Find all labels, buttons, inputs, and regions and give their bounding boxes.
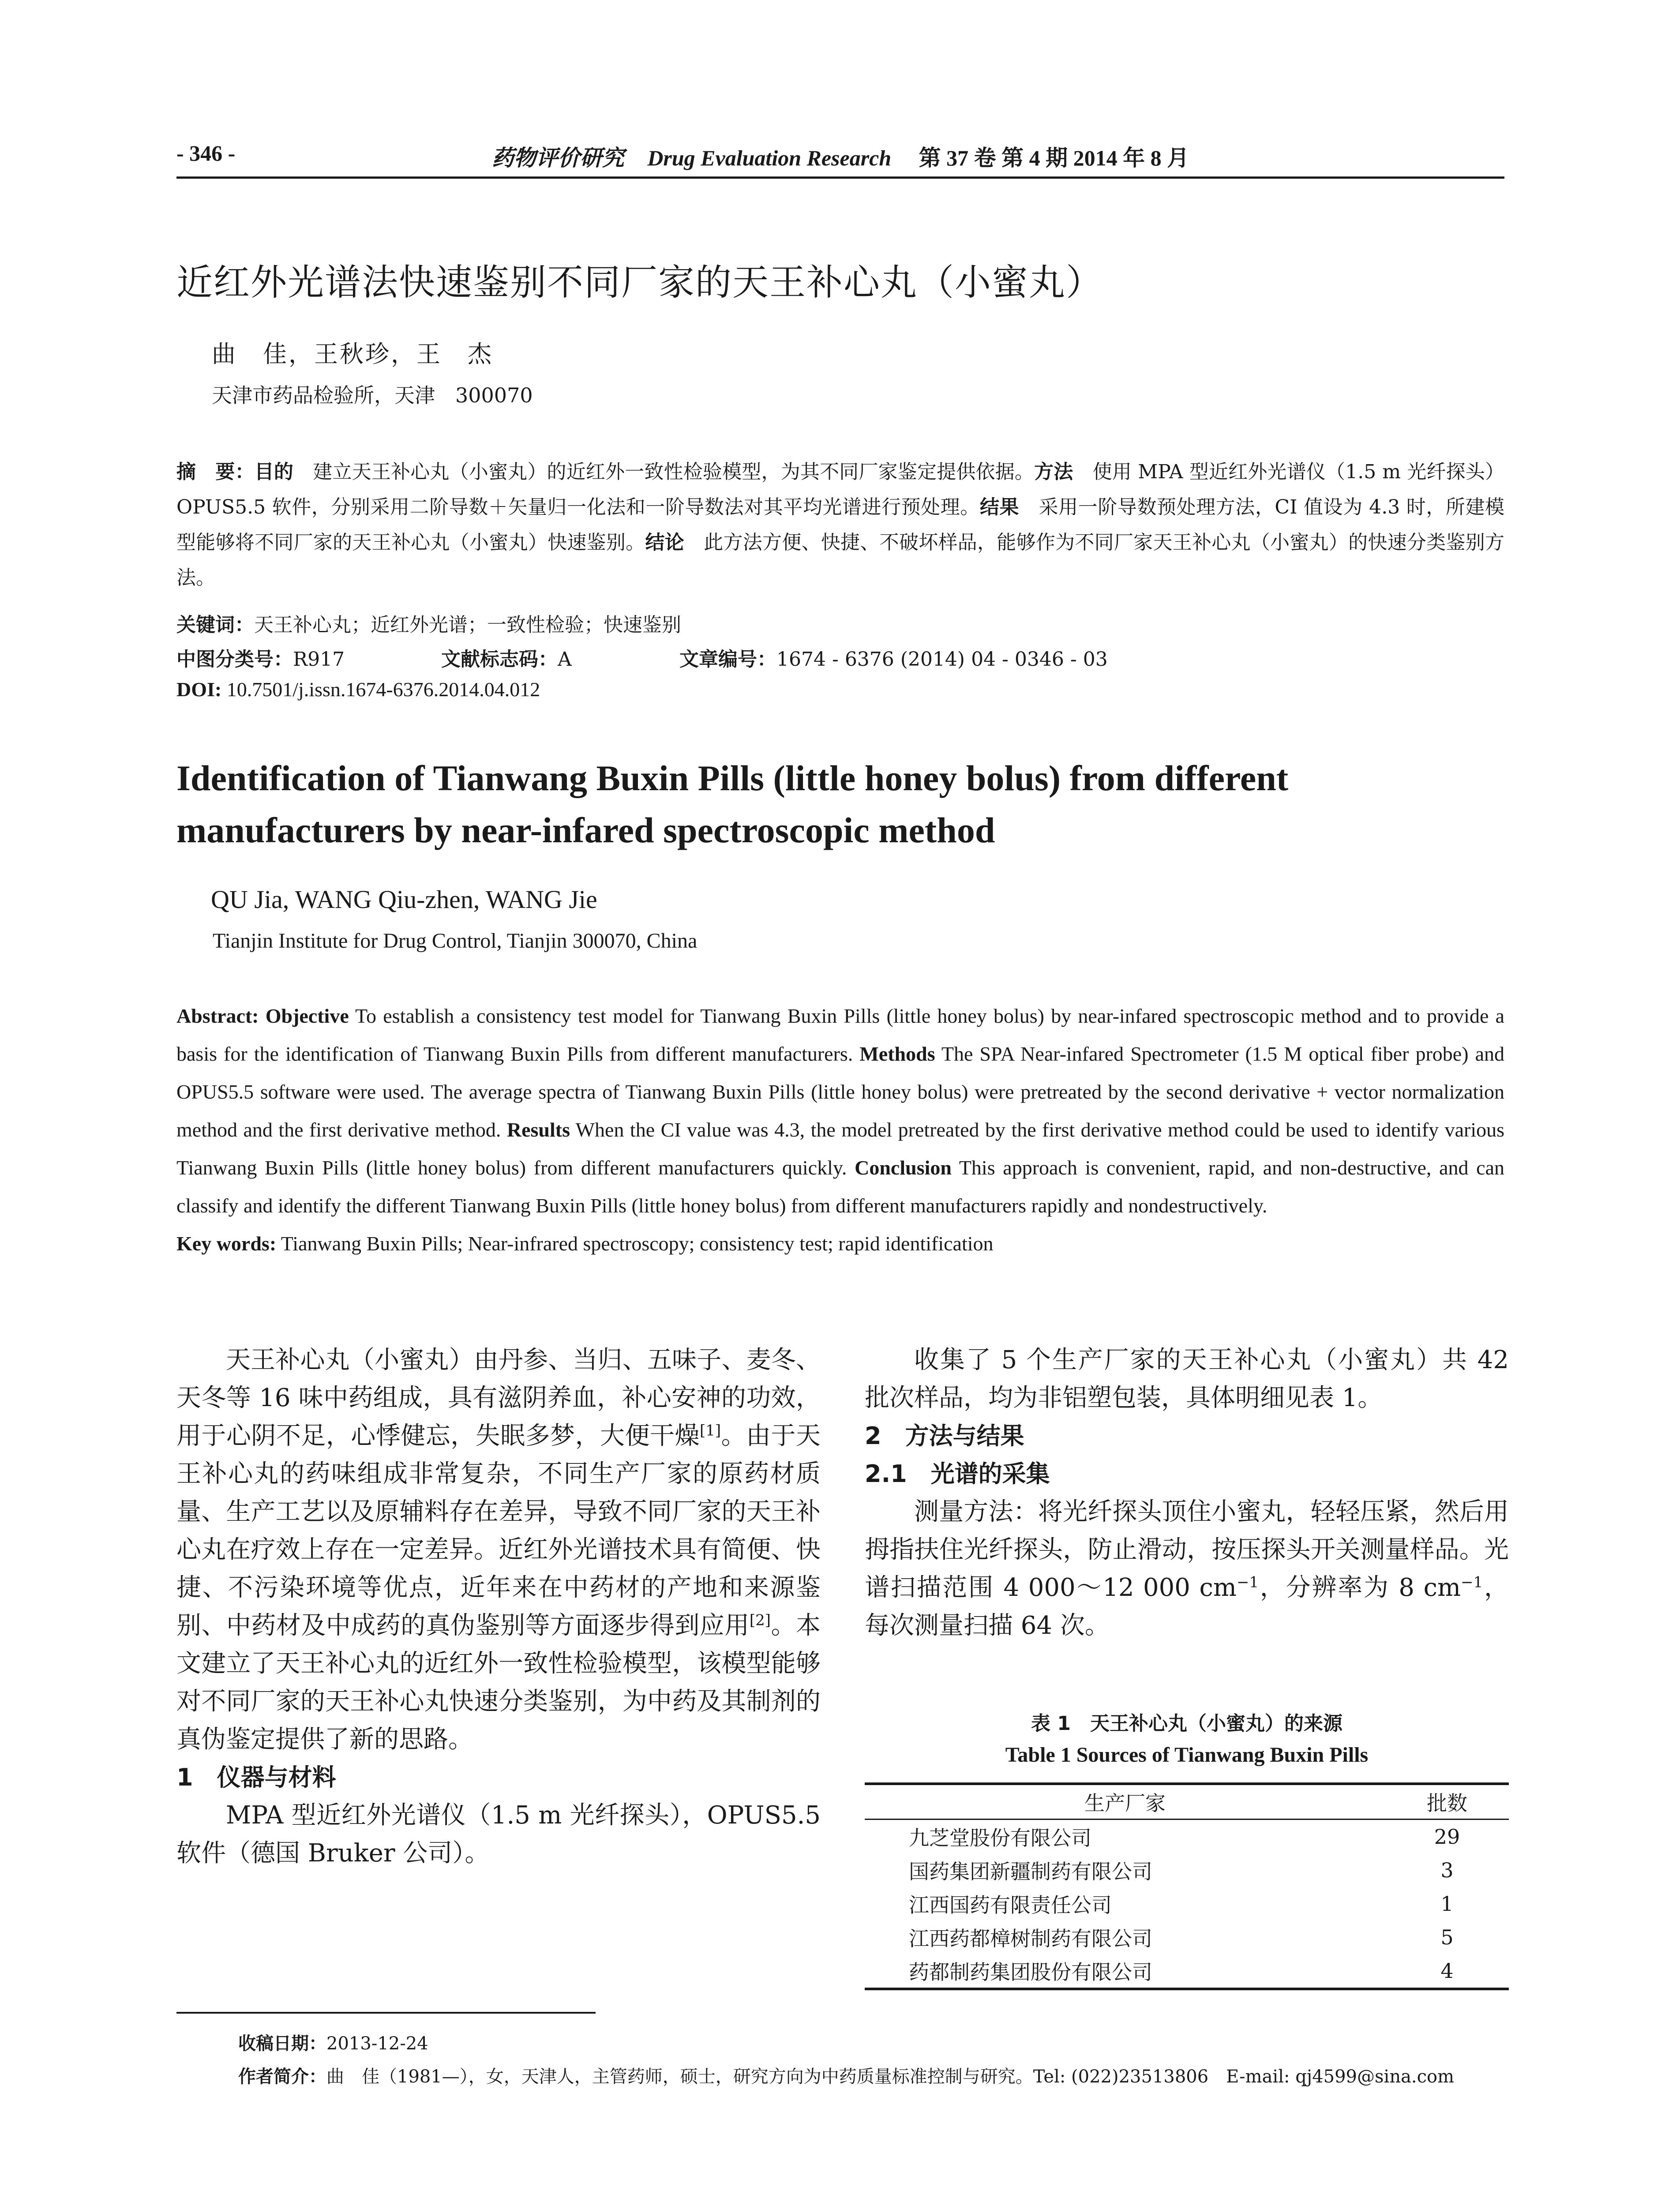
en-abstract bbox=[176, 997, 1504, 1263]
sources-table bbox=[865, 1782, 1509, 1990]
cn-methods-label: 方法 bbox=[1034, 461, 1073, 483]
cn-objective-label: 目的 bbox=[254, 461, 294, 483]
cn-keywords-text: 天王补心丸；近红外光谱；一致性检验；快速鉴别 bbox=[254, 614, 681, 636]
table-row bbox=[865, 1921, 1509, 1954]
manufacturer-cell: 九芝堂股份有限公司 bbox=[909, 1826, 1091, 1850]
author-bio bbox=[238, 2063, 1518, 2088]
header-rule bbox=[176, 176, 1504, 179]
en-results-label: Results bbox=[506, 1118, 570, 1141]
en-abstract-label: Abstract: Objective bbox=[176, 1005, 349, 1027]
running-header bbox=[176, 140, 1504, 176]
en-affiliation: Tianjin Institute for Drug Control, Tianjin 300070, China bbox=[213, 929, 698, 953]
batch-count-cell: 3 bbox=[1440, 1858, 1454, 1882]
doi-line bbox=[176, 678, 540, 701]
en-conclusion-label: Conclusion bbox=[855, 1156, 952, 1179]
cn-title: 近红外光谱法快速鉴别不同厂家的天王补心丸（小蜜丸） bbox=[176, 262, 1103, 304]
left-column bbox=[176, 1341, 821, 1872]
cn-abstract bbox=[176, 454, 1504, 596]
cn-keywords bbox=[176, 609, 681, 637]
doccode-label: 文献标志码： bbox=[441, 648, 558, 671]
received-label: 收稿日期： bbox=[238, 2033, 326, 2054]
cn-affiliation: 天津市药品检验所，天津 300070 bbox=[212, 383, 533, 407]
table-row bbox=[865, 1887, 1509, 1921]
cn-results: 采用一阶导数预处理方法，CI 值设为 4.3 时，所建模型能够将不同厂家的天王补心丸（小蜜丸）快速鉴别。 bbox=[176, 496, 1505, 554]
issue-info: 第 37 卷 第 4 期 2014 年 8 月 bbox=[919, 146, 1189, 170]
cn-authors: 曲 佳，王秋珍，王 杰 bbox=[212, 340, 493, 368]
en-results: When the CI value was 4.3, the model pretreated by the first derivative method could be used to identify various Tianwang Buxin Pills (little honey bolus) from different manufacturers quickly. bbox=[176, 1118, 1504, 1179]
journal-line bbox=[176, 140, 1504, 172]
table-caption-cn: 表 1 天王补心丸（小蜜丸）的来源 bbox=[1031, 1712, 1342, 1735]
ref-2: [2] bbox=[749, 1611, 771, 1629]
intro-text-1: 天王补心丸（小蜜丸）由丹参、当归、五味子、麦冬、天冬等 16 味中药组成，具有滋阴养血，补心安神的功效，用于心阴不足，心悸健忘，失眠多梦，大便干燥 bbox=[176, 1346, 821, 1450]
intro-text-2: 。由于天王补心丸的药味组成非常复杂，不同生产厂家的原药材质量、生产工艺以及原辅料存在差异，导致不同厂家的天王补心丸在疗效上存在一定差异。近红外光谱技术具有简便、快捷、不污染环境等优点，近年来在中药材的产地和来源鉴别、中药材及中成药的真伪鉴别等方面逐步得到应用 bbox=[176, 1422, 821, 1640]
samples-paragraph: 收集了 5 个生产厂家的天王补心丸（小蜜丸）共 42 批次样品，均为非铝塑包装，具体明细见表 1。 bbox=[865, 1346, 1509, 1412]
measurement-text-1: 测量方法：将光纤探头顶住小蜜丸，轻轻压紧，然后用拇指扶住光纤探头，防止滑动，按压探头开关测量样品。光谱扫描范围 4 000～12 000 cm bbox=[865, 1497, 1509, 1602]
manufacturer-cell: 药都制药集团股份有限公司 bbox=[909, 1960, 1152, 1984]
instruments-paragraph: MPA 型近红外光谱仪（1.5 m 光纤探头），OPUS5.5 软件（德国 Bruker 公司）。 bbox=[176, 1801, 821, 1868]
en-methods: The SPA Near-infared Spectrometer (1.5 M optical fiber probe) and OPUS5.5 software were used. The average spectra of Tianwang Buxin Pills (little honey bolus) were pretreated by the second derivative + vector normalization method and the first derivative method. bbox=[176, 1043, 1505, 1141]
footnote-rule bbox=[176, 2012, 596, 2014]
en-conclusion: This approach is convenient, rapid, and non-destructive, and can classify and identify the different Tianwang Buxin Pills (little honey bolus) from different manufacturers rapidly and nondestructively. bbox=[176, 1156, 1505, 1217]
clc-label: 中图分类号： bbox=[176, 648, 293, 671]
cn-abstract-label: 摘 要： bbox=[176, 461, 255, 483]
table-row bbox=[865, 1820, 1509, 1853]
batch-count-cell: 1 bbox=[1440, 1892, 1454, 1916]
doccode-value: A bbox=[558, 648, 572, 671]
manufacturer-cell: 江西国药有限责任公司 bbox=[909, 1893, 1112, 1917]
manufacturer-cell: 江西药都樟树制药有限公司 bbox=[909, 1927, 1152, 1951]
section-2-heading: 2 方法与结果 bbox=[865, 1422, 1024, 1450]
batch-count-cell: 4 bbox=[1440, 1959, 1454, 1983]
cn-objective: 建立天王补心丸（小蜜丸）的近红外一致性检验模型，为其不同厂家鉴定提供依据。 bbox=[293, 461, 1035, 483]
author-bio-text: 曲 佳（1981—），女，天津人，主管药师，硕士，研究方向为中药质量标准控制与研究。Tel: (022)23513806 E-mail: qj4599@sina.com bbox=[326, 2067, 1455, 2087]
batch-count-cell: 5 bbox=[1440, 1925, 1454, 1949]
en-keywords-label: Key words: bbox=[176, 1232, 277, 1255]
measurement-text-2: ，分辨率为 8 cm bbox=[1259, 1573, 1461, 1602]
table-row bbox=[865, 1853, 1509, 1887]
article-value: 1674 - 6376 (2014) 04 - 0346 - 03 bbox=[776, 648, 1108, 671]
right-column bbox=[865, 1341, 1509, 1645]
article-label: 文章编号： bbox=[679, 648, 776, 671]
author-bio-label: 作者简介： bbox=[238, 2067, 326, 2087]
table-row bbox=[865, 1954, 1509, 1988]
header-manufacturer: 生产厂家 bbox=[1084, 1791, 1166, 1815]
cn-classification bbox=[176, 643, 1504, 672]
cn-methods: 使用 MPA 型近红外光谱仪（1.5 m 光纤探头）OPUS5.5 软件，分别采用二阶导数＋矢量归一化法和一阶导数法对其平均光谱进行预处理。 bbox=[176, 461, 1505, 518]
journal-name-cn: 药物评价研究 bbox=[491, 145, 624, 171]
batch-count-cell: 29 bbox=[1434, 1825, 1460, 1849]
received-value: 2013-12-24 bbox=[326, 2033, 428, 2054]
header-batches: 批数 bbox=[1427, 1791, 1467, 1815]
intro-text-3: 。本文建立了天王补心丸的近红外一致性检验模型，该模型能够对不同厂家的天王补心丸快速分类鉴别，为中药及其制剂的真伪鉴定提供了新的思路。 bbox=[176, 1611, 821, 1754]
doi-label: DOI: bbox=[176, 678, 222, 701]
en-title: Identification of Tianwang Buxin Pills (little honey bolus) from different manufacturers by near-infared spectroscopic method bbox=[176, 758, 1289, 850]
clc-value: R917 bbox=[293, 648, 345, 671]
en-objective: To establish a consistency test model for Tianwang Buxin Pills (little honey bolus) by near-infared spectroscopic method and to provide a basis for the identification of Tianwang Buxin Pills from different manufacturers. bbox=[176, 1005, 1504, 1065]
measurement-text-3: ，每次测量扫描 64 次。 bbox=[865, 1573, 1509, 1640]
cn-keywords-label: 关键词： bbox=[176, 614, 254, 636]
en-methods-label: Methods bbox=[859, 1043, 935, 1065]
section-1-heading: 1 仪器与材料 bbox=[176, 1763, 336, 1791]
doi-value: 10.7501/j.issn.1674-6376.2014.04.012 bbox=[221, 678, 540, 701]
table-bottom-rule bbox=[865, 1988, 1509, 1990]
cn-results-label: 结果 bbox=[979, 496, 1020, 518]
cn-conclusion-label: 结论 bbox=[645, 531, 684, 554]
page-number: - 346 - bbox=[176, 141, 236, 165]
intro-paragraph bbox=[176, 1341, 821, 1759]
journal-name-en: Drug Evaluation Research bbox=[647, 146, 892, 170]
section-2-1-heading: 2.1 光谱的采集 bbox=[865, 1460, 1050, 1488]
en-keywords: Tianwang Buxin Pills; Near-infrared spectroscopy; consistency test; rapid identification bbox=[276, 1232, 994, 1255]
cn-conclusion: 此方法方便、快捷、不破坏样品，能够作为不同厂家天王补心丸（小蜜丸）的快速分类鉴别方法。 bbox=[176, 531, 1505, 589]
received-date bbox=[238, 2030, 428, 2055]
table-caption-en: Table 1 Sources of Tianwang Buxin Pills bbox=[1005, 1743, 1369, 1767]
ref-1: [1] bbox=[699, 1422, 721, 1440]
manufacturer-cell: 国药集团新疆制药有限公司 bbox=[909, 1860, 1152, 1883]
measurement-paragraph bbox=[865, 1493, 1509, 1645]
en-authors: QU Jia, WANG Qiu-zhen, WANG Jie bbox=[211, 885, 597, 914]
unit-exp-2: −1 bbox=[1461, 1573, 1483, 1591]
unit-exp-1: −1 bbox=[1236, 1573, 1259, 1591]
table-header-row bbox=[865, 1785, 1509, 1819]
